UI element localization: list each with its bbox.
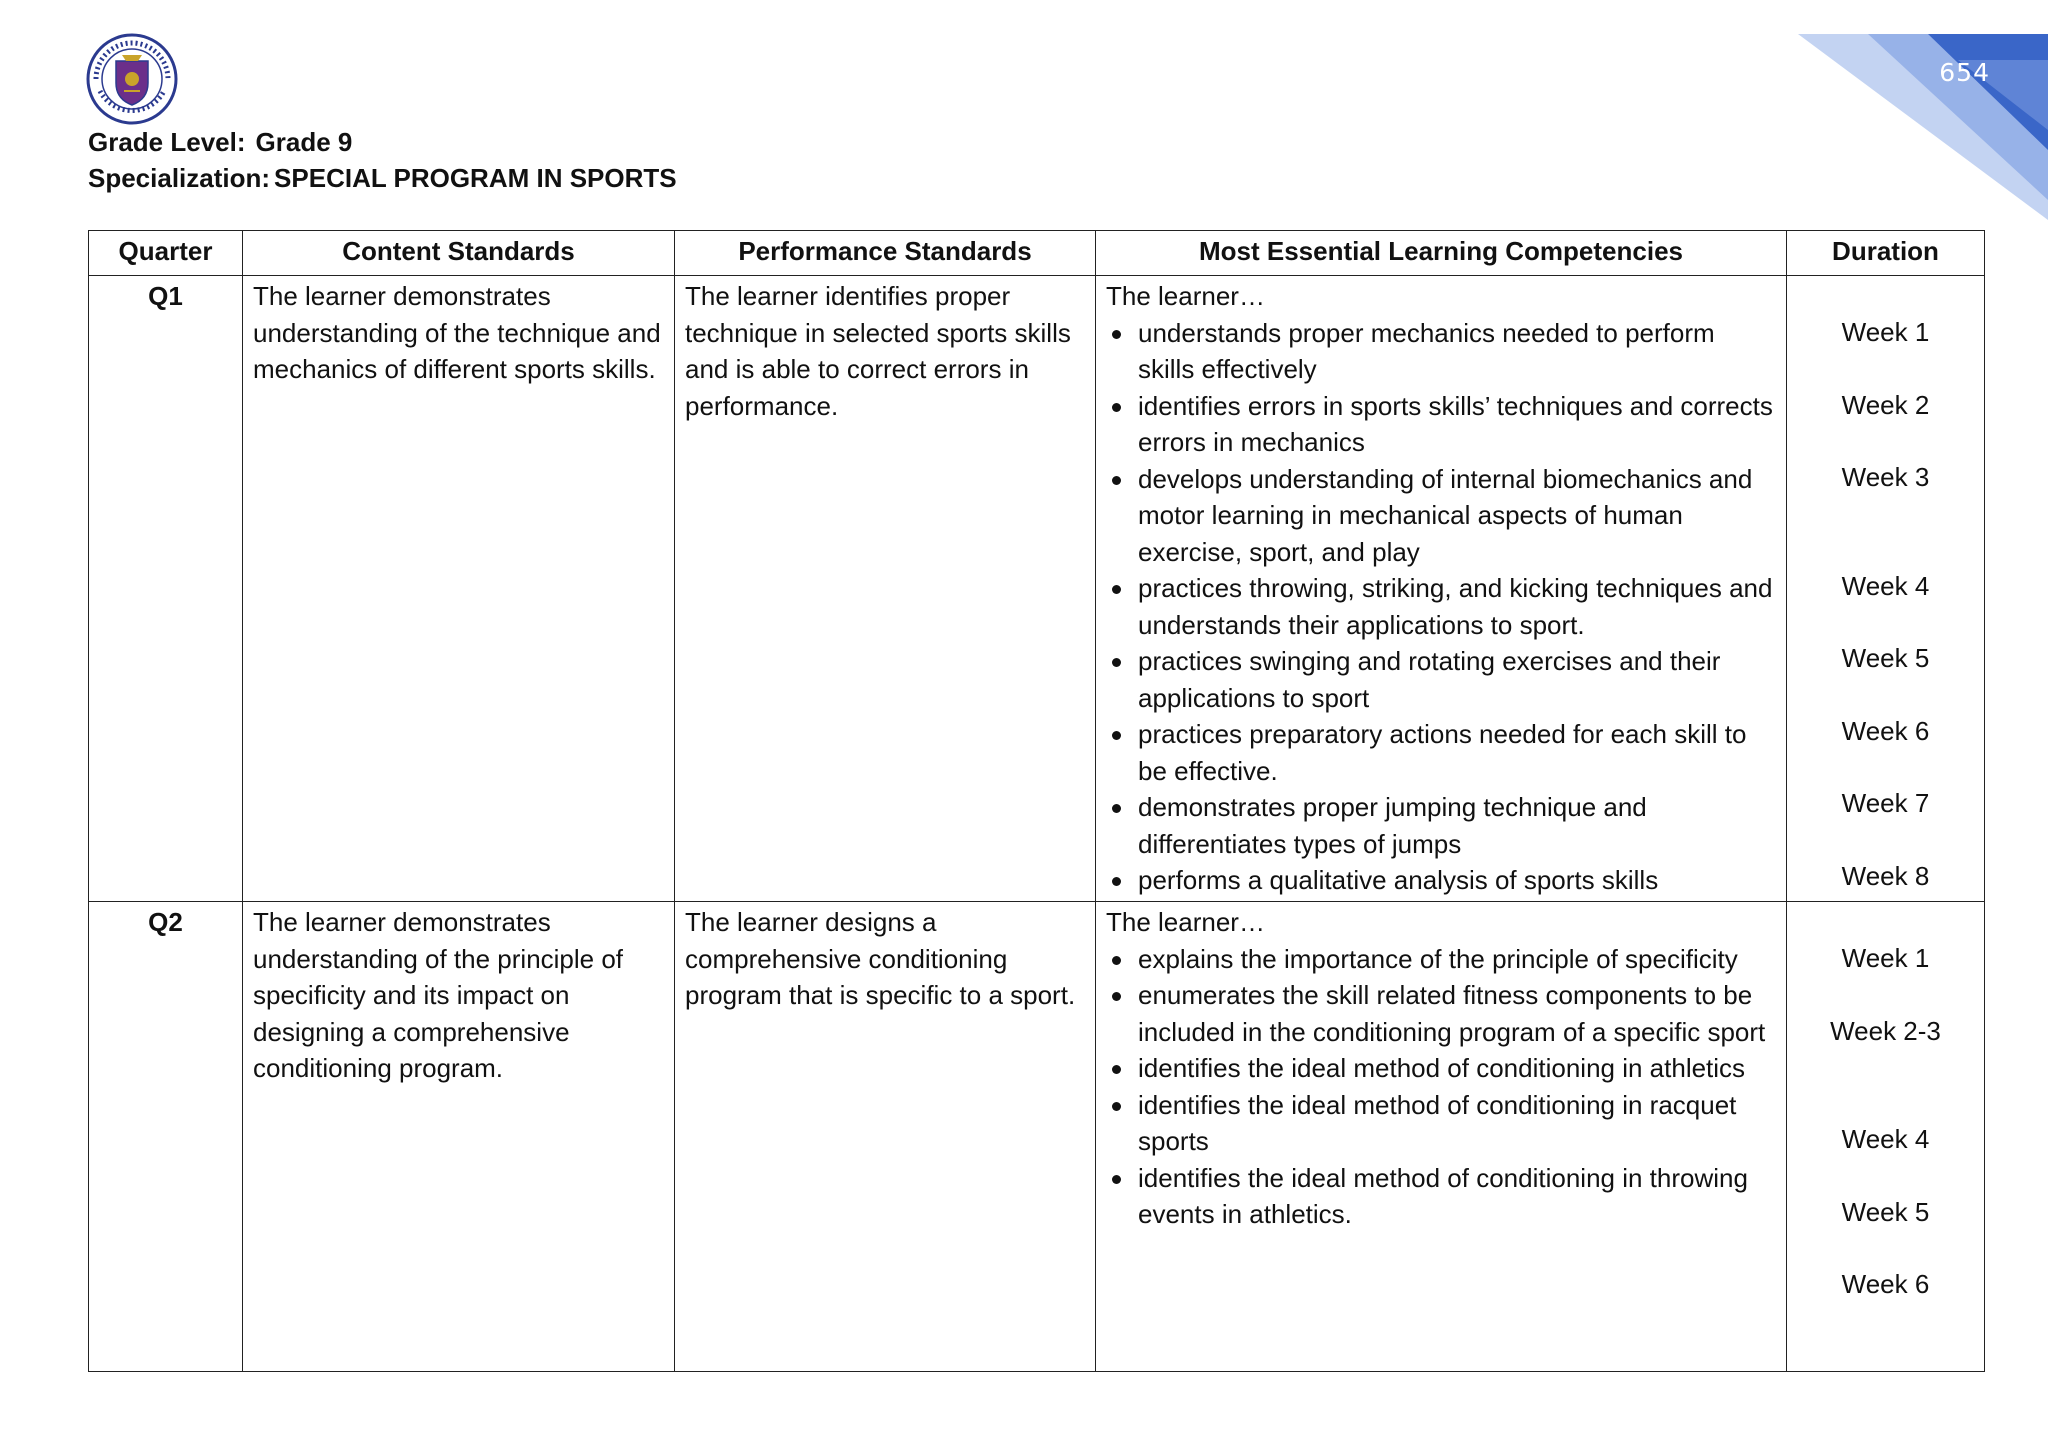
page-number: 654	[1939, 58, 1990, 87]
competency-list	[1106, 941, 1776, 1233]
list-item: develops understanding of internal biomechanics and motor learning in mechanical aspects of human exercise, sport, and play	[1106, 461, 1776, 571]
list-item: identifies the ideal method of conditioning in athletics	[1106, 1050, 1776, 1087]
duration-week: Week 6	[1841, 715, 1930, 746]
quarter-cell: Q2	[89, 902, 243, 1372]
grade-level-line	[88, 124, 677, 160]
curriculum-table	[88, 230, 1985, 1372]
list-item: identifies the ideal method of conditioning in racquet sports	[1106, 1087, 1776, 1160]
competencies-intro: The learner…	[1106, 907, 1265, 937]
duration-week: Week 2	[1841, 389, 1930, 420]
duration-week: Week 1	[1841, 943, 1930, 973]
header-quarter: Quarter	[89, 231, 243, 276]
header-performance-standards: Performance Standards	[675, 231, 1096, 276]
competencies-cell	[1096, 902, 1787, 1372]
list-item: demonstrates proper jumping technique and differentiates types of jumps	[1106, 789, 1776, 862]
duration-week: Week 1	[1841, 317, 1930, 347]
duration-week: Week 6	[1841, 1269, 1930, 1299]
specialization-label: Specialization:	[88, 163, 271, 193]
table-row	[89, 902, 1985, 1372]
specialization-line	[88, 160, 677, 196]
competencies-cell	[1096, 276, 1787, 902]
duration-cell	[1787, 276, 1985, 902]
performance-standard-cell: The learner designs a comprehensive conditioning program that is specific to a sport.	[675, 902, 1096, 1372]
duration-week: Week 7	[1841, 788, 1930, 818]
specialization-value: SPECIAL PROGRAM IN SPORTS	[274, 163, 677, 193]
list-item: practices throwing, striking, and kicking techniques and understands their applications to sport.	[1106, 570, 1776, 643]
grade-level-value: Grade 9	[255, 127, 353, 157]
content-standard-cell: The learner demonstrates understanding of the principle of specificity and its impact on designing a comprehensive conditioning program.	[243, 902, 675, 1372]
list-item: identifies errors in sports skills’ techniques and corrects errors in mechanics	[1106, 388, 1776, 461]
competencies-intro: The learner…	[1106, 281, 1265, 311]
list-item: explains the importance of the principle of specificity	[1106, 941, 1776, 978]
list-item: enumerates the skill related fitness components to be included in the conditioning program of a specific sport	[1106, 977, 1776, 1050]
duration-cell	[1787, 902, 1985, 1372]
duration-week: Week 8	[1841, 860, 1930, 891]
duration-week: Week 5	[1841, 643, 1930, 673]
duration-week: Week 2-3	[1830, 1015, 1941, 1046]
competency-list	[1106, 315, 1776, 899]
list-item: practices swinging and rotating exercises and their applications to sport	[1106, 643, 1776, 716]
header-duration: Duration	[1787, 231, 1985, 276]
list-item: identifies the ideal method of conditioning in throwing events in athletics.	[1106, 1160, 1776, 1233]
duration-week: Week 5	[1841, 1196, 1930, 1227]
grade-level-label: Grade Level:	[88, 127, 246, 157]
table-row	[89, 276, 1985, 902]
list-item: practices preparatory actions needed for each skill to be effective.	[1106, 716, 1776, 789]
corner-decoration	[1748, 0, 2048, 240]
content-standard-cell: The learner demonstrates understanding of the technique and mechanics of different sports skills.	[243, 276, 675, 902]
list-item: understands proper mechanics needed to perform skills effectively	[1106, 315, 1776, 388]
duration-week: Week 3	[1841, 462, 1930, 492]
document-meta	[88, 124, 677, 196]
performance-standard-cell: The learner identifies proper technique in selected sports skills and is able to correct errors in performance.	[675, 276, 1096, 902]
deped-seal-icon	[86, 33, 178, 125]
duration-week: Week 4	[1841, 570, 1930, 601]
list-item: performs a qualitative analysis of sports skills	[1106, 862, 1776, 899]
duration-week: Week 4	[1841, 1124, 1930, 1154]
header-content-standards: Content Standards	[243, 231, 675, 276]
header-learning-competencies: Most Essential Learning Competencies	[1096, 231, 1787, 276]
quarter-cell: Q1	[89, 276, 243, 902]
table-header-row	[89, 231, 1985, 276]
